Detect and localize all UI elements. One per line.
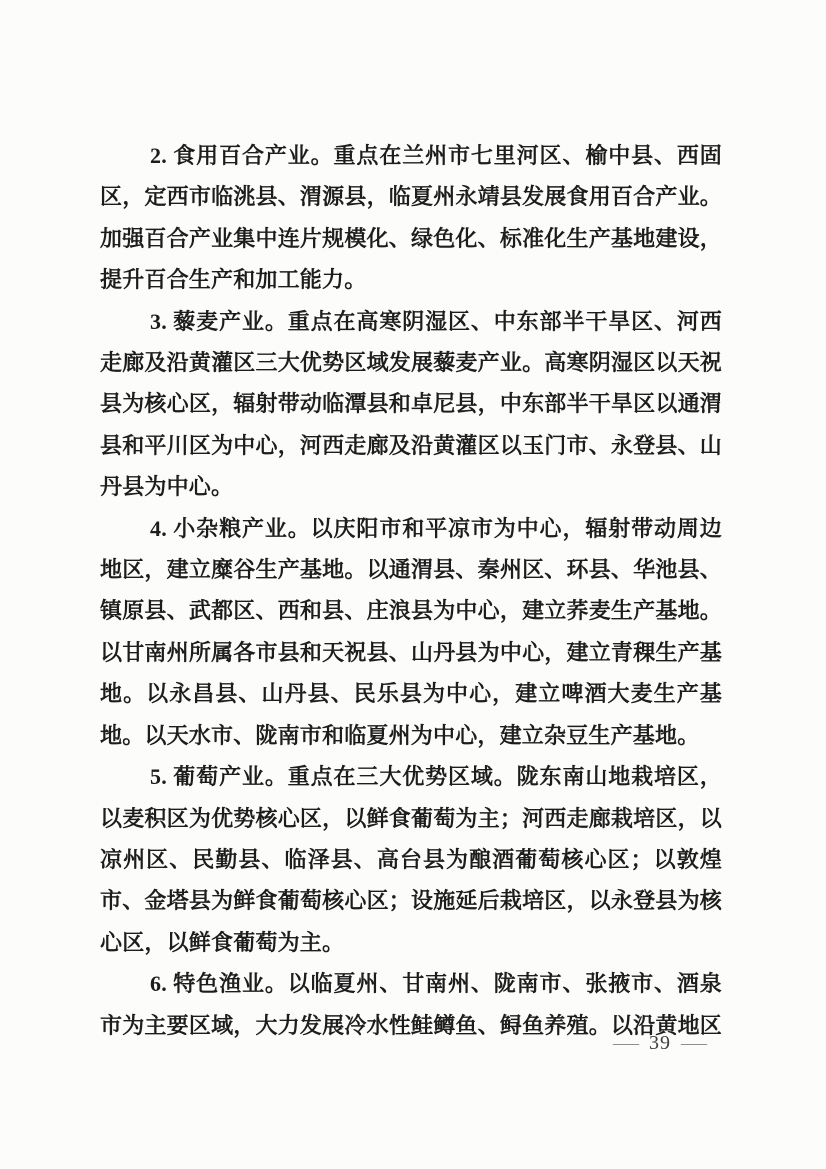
paragraph-quinoa-industry: 3. 藜麦产业。重点在高寒阴湿区、中东部半干旱区、河西走廊及沿黄灌区三大优势区域发展藜麦产业。高寒阴湿区以天祝县为核心区，辐射带动临潭县和卓尼县，中东部半干旱区以通渭县和平川区为中心，河西走廊及沿黄灌区以玉门市、永登县、山丹县为中心。: [100, 308, 722, 500]
page-number-value: 39: [649, 1032, 671, 1054]
paragraph-edible-lily-industry: 2. 食用百合产业。重点在兰州市七里河区、榆中县、西固区，定西市临洮县、渭源县，临夏州永靖县发展食用百合产业。加强百合产业集中连片规模化、绿色化、标准化生产基地建设，提升百合生产和加工能力。: [100, 143, 722, 293]
document-body: [100, 135, 722, 1046]
page-number-right-dash: —: [681, 1032, 707, 1054]
paragraph-grape-industry: 5. 葡萄产业。重点在三大优势区域。陇东南山地栽培区，以麦积区为优势核心区，以鲜食葡萄为主；河西走廊栽培区，以凉州区、民勤县、临泽县、高台县为酿酒葡萄核心区；以敦煌市、金塔县为鲜食葡萄核心区；设施延后栽培区，以永登县为核心区，以鲜食葡萄为主。: [100, 764, 722, 955]
paragraph-minor-grains-industry: 4. 小杂粮产业。以庆阳市和平凉市为中心，辐射带动周边地区，建立糜谷生产基地。以通渭县、秦州区、环县、华池县、镇原县、武都区、西和县、庄浪县为中心，建立荞麦生产基地。以甘南州所属各市县和天祝县、山丹县为中心，建立青稞生产基地。以永昌县、山丹县、民乐县为中心，建立啤酒大麦生产基地。以天水市、陇南市和临夏州为中心，建立杂豆生产基地。: [100, 515, 722, 748]
paragraph-specialty-fishery: 6. 特色渔业。以临夏州、甘南州、陇南市、张掖市、酒泉市为主要区域，大力发展冷水性鲑鳟鱼、鲟鱼养殖。以沿黄地区: [100, 971, 722, 1038]
page-number: [613, 1032, 707, 1055]
page-number-left-dash: —: [613, 1032, 639, 1054]
